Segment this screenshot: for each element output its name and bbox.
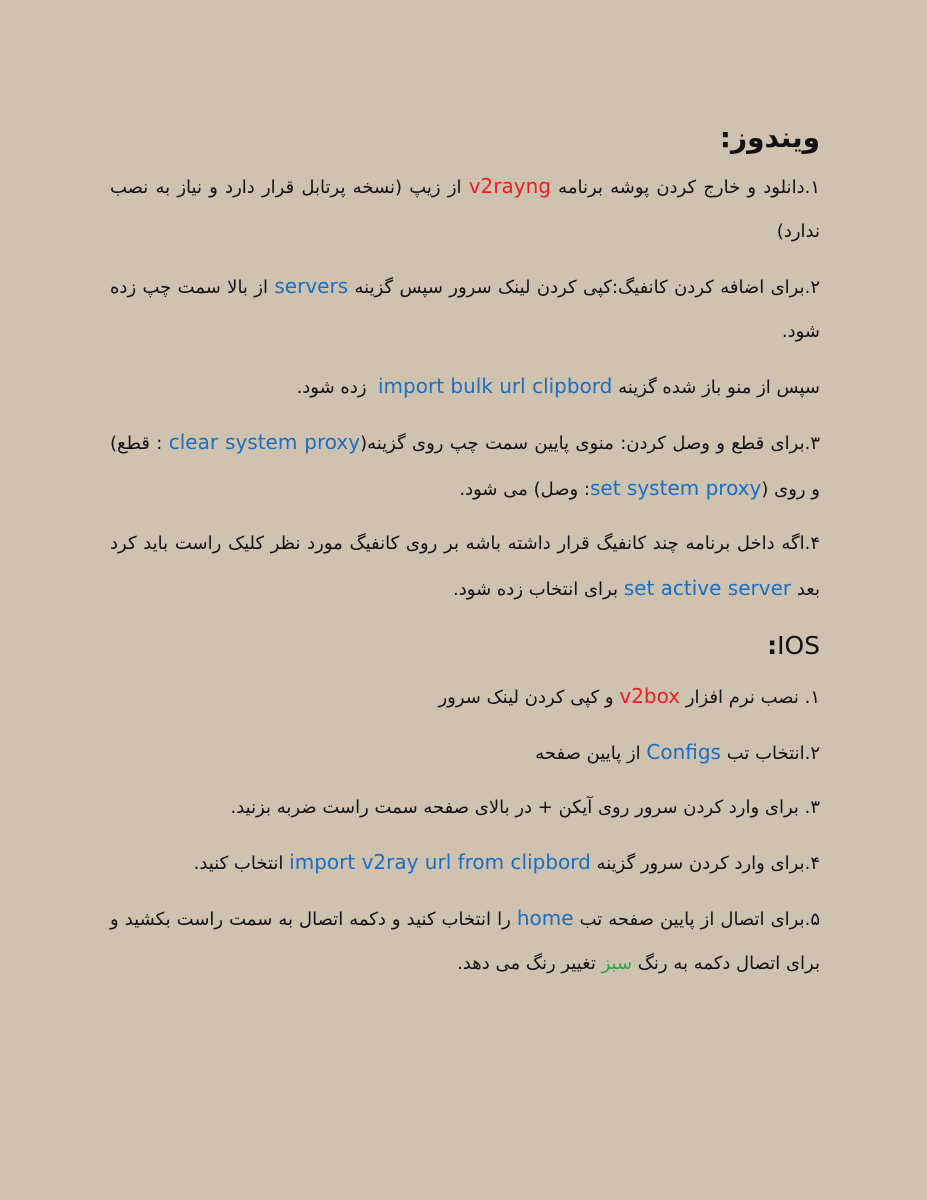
windows-step-2b-text-b: زده شود. (296, 377, 367, 398)
keyword-set-system-proxy: set system proxy (590, 476, 762, 500)
ios-step-4-text-b: انتخاب کنید. (193, 853, 284, 874)
windows-step-2 (110, 264, 820, 354)
ios-step-5 (110, 896, 820, 986)
keyword-servers: servers (274, 274, 349, 298)
ios-heading (110, 626, 820, 666)
ios-step-5-text-c: تغییر رنگ می دهد. (457, 953, 596, 974)
windows-step-2b (110, 364, 820, 410)
windows-step-3 (110, 420, 820, 512)
windows-step-2b-text-a: سپس از منو باز شده گزینه (618, 377, 820, 398)
keyword-set-active-server: set active server (623, 576, 792, 600)
app-name-v2rayng: v2rayng (468, 174, 551, 198)
ios-heading-colon: : (767, 631, 778, 660)
windows-step-1 (110, 164, 820, 254)
windows-heading: ویندوز: (719, 121, 820, 154)
ios-step-5-text-b: را انتخاب کنید و دکمه اتصال به سمت راست بکشید و برای اتصال دکمه به رنگ (110, 909, 820, 974)
windows-step-3-text-a: ۳.برای قطع و وصل کردن: منوی پایین سمت چپ روی گزینه( (360, 433, 820, 454)
windows-step-3-text-b: : قطع) و روی ( (110, 433, 820, 500)
keyword-import-v2ray-url: import v2ray url from clipbord (289, 850, 591, 874)
windows-step-2-text-a: ۲.برای اضافه کردن کانفیگ:کپی کردن لینک سرور سپس گزینه (354, 277, 820, 298)
windows-step-3-text-c: : وصل) می شود. (459, 479, 590, 500)
ios-step-5-text-a: ۵.برای اتصال از پایین صفحه تب (579, 909, 821, 930)
keyword-import-bulk: import bulk url clipbord (378, 374, 613, 398)
windows-step-4 (110, 522, 820, 612)
word-green-color: سبز (601, 953, 633, 974)
ios-step-4-text-a: ۴.برای وارد کردن سرور گزینه (596, 853, 820, 874)
windows-step-2-text-b: از بالا سمت چپ زده شود. (110, 277, 820, 342)
ios-step-2-text-b: از پایین صفحه (535, 743, 641, 764)
ios-step-1 (110, 674, 820, 720)
ios-step-1-text-b: و کپی کردن لینک سرور (438, 687, 614, 708)
windows-step-4-text-a: ۴.اگه داخل برنامه چند کانفیگ قرار داشته باشه بر روی کانفیگ مورد نظر کلیک راست باید کرد بعد (110, 533, 820, 600)
ios-step-3 (110, 786, 820, 830)
ios-step-4 (110, 840, 820, 886)
ios-step-1-text-a: ۱. نصب نرم افزار (685, 687, 820, 708)
windows-step-4-text-b: برای انتخاب زده شود. (453, 579, 618, 600)
windows-step-1-text-b: از زیپ (نسخه پرتابل قرار دارد و نیاز به نصب ندارد) (110, 177, 820, 242)
ios-step-2 (110, 730, 820, 776)
keyword-home: home (516, 906, 574, 930)
ios-heading-text: IOS (777, 631, 820, 660)
ios-step-3-text-a: ۳. برای وارد کردن سرور روی آیکن + در بالای صفحه سمت راست ضربه بزنید. (230, 797, 820, 818)
windows-step-1-text-a: ۱.دانلود و خارج کردن پوشه برنامه (558, 177, 820, 198)
keyword-clear-system-proxy: clear system proxy (168, 430, 361, 454)
keyword-configs: Configs (646, 740, 721, 764)
app-name-v2box: v2box (619, 684, 681, 708)
ios-step-2-text-a: ۲.انتخاب تب (726, 743, 820, 764)
